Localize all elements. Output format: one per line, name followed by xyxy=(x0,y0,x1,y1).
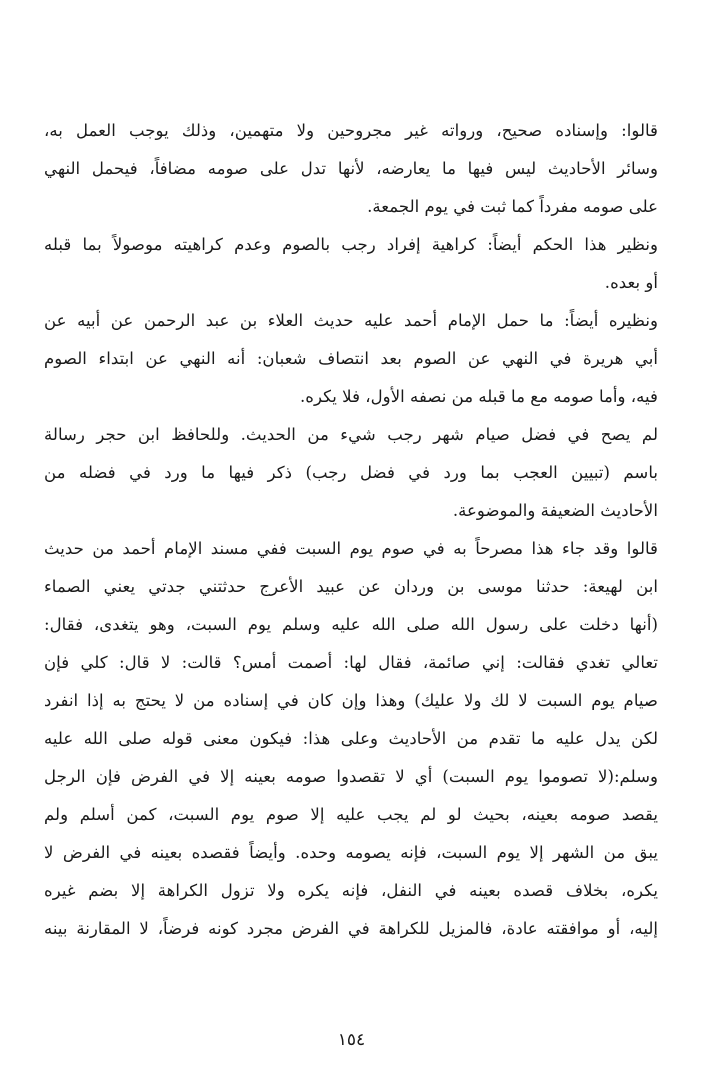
document-body xyxy=(44,112,658,948)
text-line: قالوا وقد جاء هذا مصرحاً به في صوم يوم السبت ففي مسند الإمام أحمد من حديث xyxy=(44,539,658,558)
text-line: صيام يوم السبت لا لك ولا عليك) وهذا وإن كان في إسناده من لا يحتج به إذا انفرد xyxy=(44,691,658,710)
text-line: ونظير هذا الحكم أيضاً: كراهية إفراد رجب بالصوم وعدم كراهيته موصولاً بما قبله xyxy=(44,235,658,254)
paragraph-3 xyxy=(44,302,658,416)
text-line: إليه، أو موافقته عادة، فالمزيل للكراهة في الفرض مجرد كونه فرضاً، لا المقارنة بينه xyxy=(44,919,658,938)
text-line: ونظيره أيضاً: ما حمل الإمام أحمد عليه حديث العلاء بن عبد الرحمن عن أبيه عن xyxy=(44,311,658,330)
text-line: يكره، بخلاف قصده بعينه في النفل، فإنه يكره ولا تزول الكراهة إلا بضم غيره xyxy=(44,881,658,900)
text-line: ابن لهيعة: حدثنا موسى بن وردان عن عبيد الأعرج حدثتني جدتي يعني الصماء xyxy=(44,577,658,596)
text-line: تعالي تغدي فقالت: إني صائمة، فقال لها: أصمت أمس؟ قالت: لا قال: كلي فإن xyxy=(44,653,658,672)
page-number: ١٥٤ xyxy=(337,1030,366,1050)
text-line: أو بعده. xyxy=(604,273,658,292)
text-line: لم يصح في فضل صيام شهر رجب شيء من الحديث. وللحافظ ابن حجر رسالة xyxy=(44,425,658,444)
paragraph-2 xyxy=(44,226,658,302)
paragraph-4 xyxy=(44,416,658,530)
text-line: وسلم:(لا تصوموا يوم السبت) أي لا تقصدوا صومه بعينه إلا في الفرض فإن الرجل xyxy=(44,767,658,786)
paragraph-1 xyxy=(44,112,658,226)
text-line: (أنها دخلت على رسول الله صلى الله عليه وسلم يوم السبت، وهو يتغدى، فقال: xyxy=(44,615,658,634)
text-line: قالوا: وإسناده صحيح، ورواته غير مجروحين ولا متهمين، وذلك يوجب العمل به، xyxy=(44,121,658,140)
text-line: يقصد صومه بعينه، بحيث لو لم يجب عليه إلا صوم يوم السبت، كمن أسلم ولم xyxy=(44,805,658,824)
paragraph-5 xyxy=(44,530,658,948)
text-line: باسم (تبيين العجب بما ورد في فضل رجب) ذكر فيها ما ورد في فضله من xyxy=(44,463,658,482)
text-line: الأحاديث الضعيفة والموضوعة. xyxy=(452,501,658,520)
text-line: على صومه مفرداً كما ثبت في يوم الجمعة. xyxy=(367,197,658,216)
text-line: يبق من الشهر إلا يوم السبت، فإنه يصومه وحده. وأيضاً فقصده بعينه في الفرض لا xyxy=(44,843,658,862)
text-line: فيه، وأما صومه مع ما قبله من نصفه الأول، فلا يكره. xyxy=(299,387,658,406)
text-line: أبي هريرة في النهي عن الصوم بعد انتصاف شعبان: أنه النهي عن ابتداء الصوم xyxy=(44,349,658,368)
text-line: لكن يدل عليه ما تقدم من الأحاديث وعلى هذا: فيكون معنى قوله صلى الله عليه xyxy=(44,729,658,748)
text-line: وسائر الأحاديث ليس فيها ما يعارضه، لأنها تدل على صومه مضافاً، فيحمل النهي xyxy=(44,159,658,178)
